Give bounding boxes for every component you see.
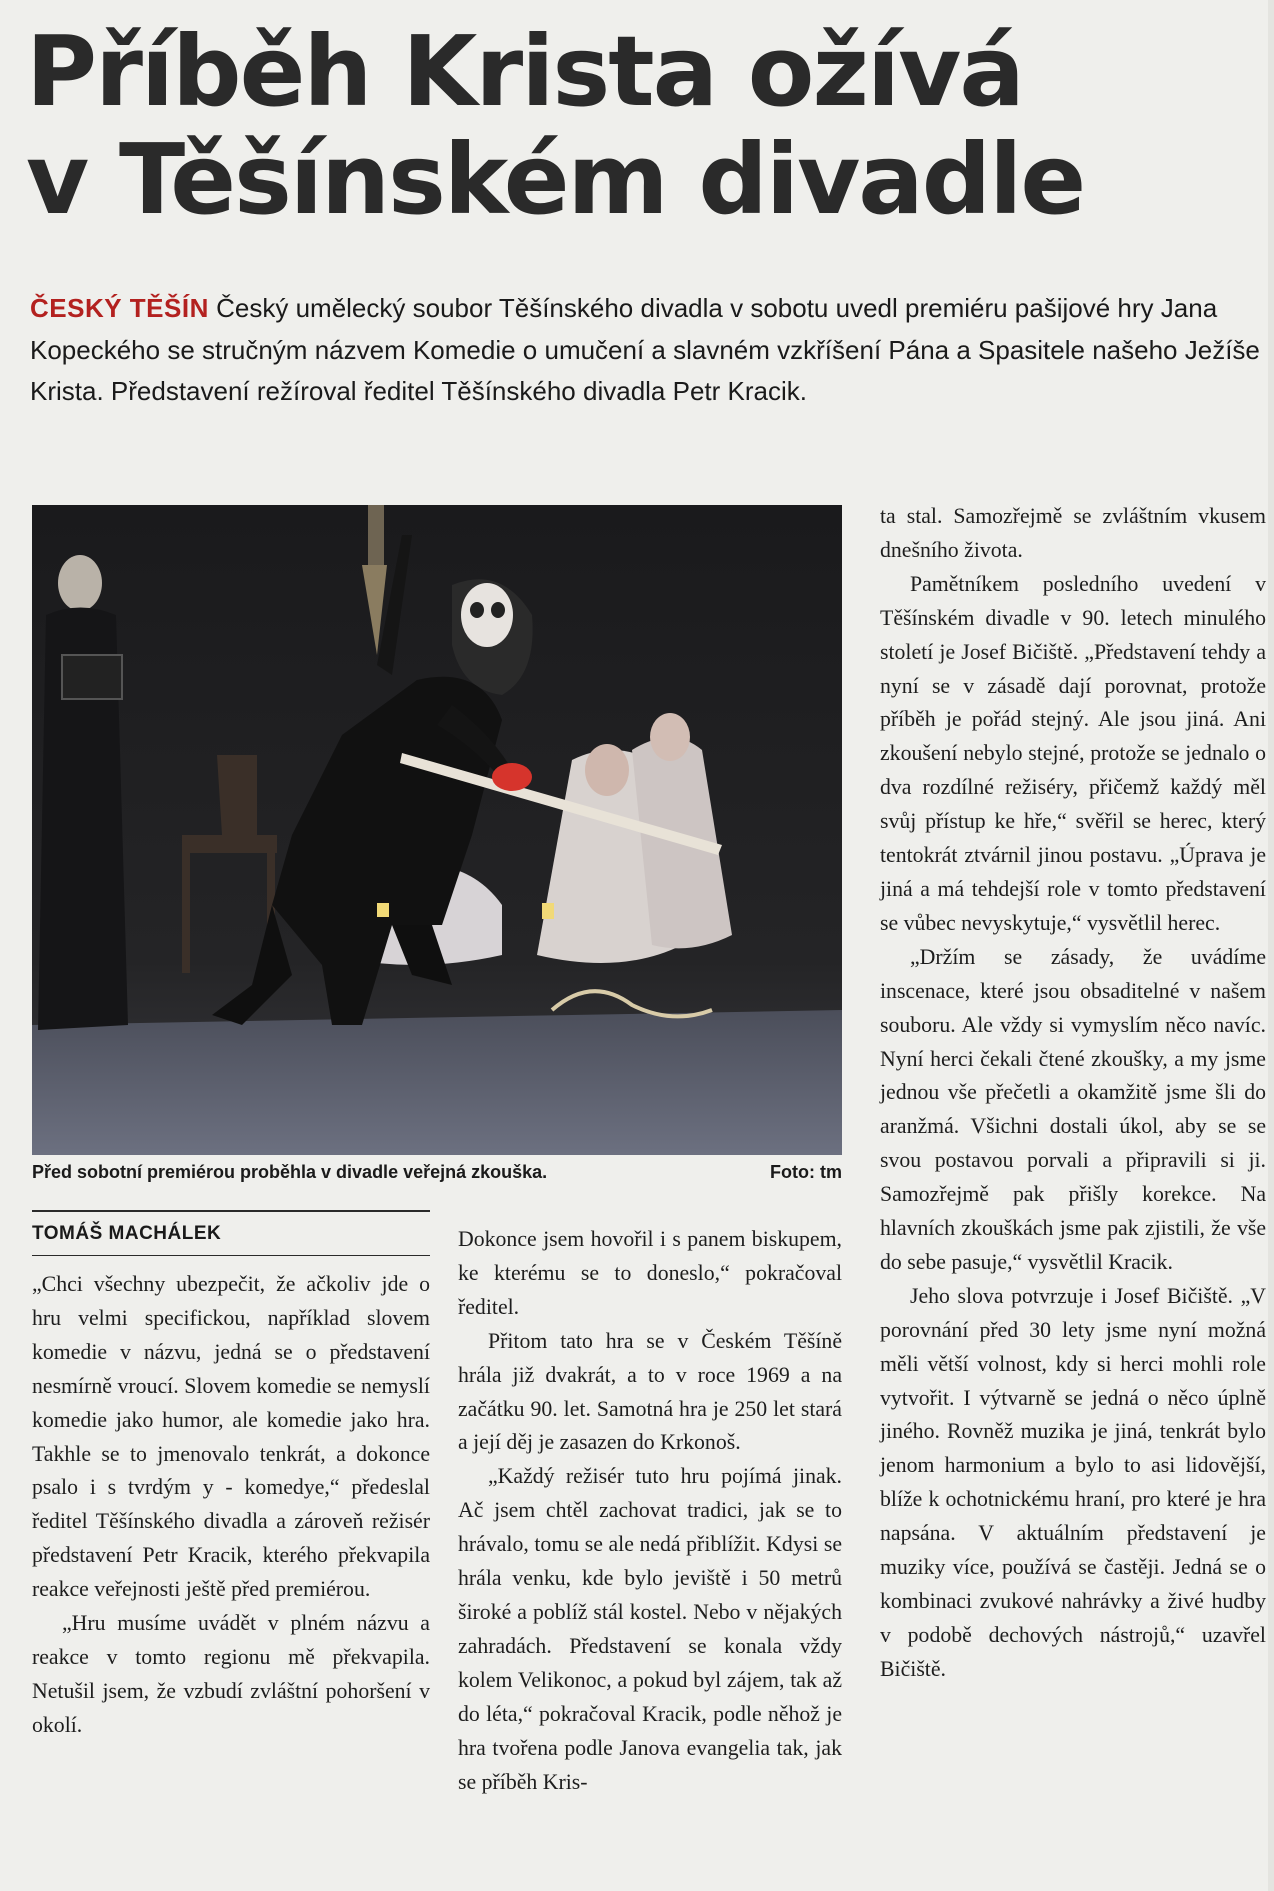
headline-line-1: Příběh Krista ožívá	[26, 15, 1023, 128]
photo-credit: Foto: tm	[770, 1162, 842, 1182]
article-headline	[26, 15, 1186, 236]
article-column-2	[458, 1223, 842, 1799]
article-column-1	[32, 1268, 430, 1743]
paragraph: Dokonce jsem hovořil i s panem biskupem, ke kterému se to doneslo,“ pokračoval ředitel.	[458, 1227, 842, 1319]
paragraph: „Chci všechny ubezpečit, že ačkoliv jde o hru velmi specifickou, například slovem komedie v názvu, jedná se o představení nesmírně vroucí. Slovem komedie se nemyslí komedie jako humor, ale komedie jako hra. Takhle se to jmenovalo tenkrát, a dokonce psalo i s tvrdým y - komedye,“ předeslal ředitel Těšínského divadla a zároveň režisér představení Petr Kracik, kterého překvapila reakce veřejnosti ještě před premiérou.	[32, 1272, 430, 1602]
paragraph: ta stal. Samozřejmě se zvláštním vkusem dnešního života.	[880, 504, 1266, 562]
paragraph: Pamětníkem posledního uvedení v Těšínském divadle v 90. letech minulého století je Josef Bičiště. „Představení tehdy a nyní se v zásadě dají porovnat, protože příběh je pořád stejný. Ale jsou jiná. Ani zkoušení nebylo stejné, protože se jednalo o dva rozdílné režiséry, přičemž každý měl svůj přístup ke hře,“ svěřil se herec, který tentokrát ztvárnil jinou postavu. „Úprava je jiná a má tehdejší role v tomto představení se vůbec nevyskytuje,“ vysvětlil herec.	[880, 571, 1266, 935]
photo-caption	[32, 1160, 842, 1184]
stage-photo	[32, 505, 842, 1155]
article-column-3	[880, 500, 1266, 1687]
paragraph: Jeho slova potvrzuje i Josef Bičiště. „V porovnání před 30 lety jsme nyní možná měli větší volnost, kdy si herci mohli role vytvořit. I výtvarně se jedná o něco úplně jiného. Rovněž muzika je jiná, tenkrát bylo jenom harmonium a bylo to asi lidovější, blíže k ochotnickému hraní, pro které je hra napsána. V aktuálním představení je muziky více, používá se častěji. Jedná se o kombinaci zvukové nahrávky a živé hudby v podobě dechových nástrojů,“ uzavřel Bičiště.	[880, 1283, 1266, 1681]
paragraph: Přitom tato hra se v Českém Těšíně hrála již dvakrát, a to v roce 1969 a na začátku 90. let. Samotná hra je 250 let stará a její děj je zasazen do Krkonoš.	[458, 1328, 842, 1455]
headline-line-2: v Těšínském divadle	[26, 123, 1085, 236]
author-byline: TOMÁŠ MACHÁLEK	[32, 1210, 430, 1256]
lead-text: Český umělecký soubor Těšínského divadla v sobotu uvedl premiéru pašijové hry Jana Kopeckého se stručným názvem Komedie o umučení a slavném vzkříšení Pána a Spasitele našeho Ježíše Krista. Představení režíroval ředitel Těšínského divadla Petr Kracik.	[30, 293, 1260, 406]
paragraph: „Hru musíme uvádět v plném názvu a reakce v tomto regionu mě překvapila. Netušil jsem, že vzbudí zvláštní pohoršení v okolí.	[32, 1611, 430, 1737]
dateline: ČESKÝ TĚŠÍN	[30, 293, 209, 323]
paragraph: „Každý režisér tuto hru pojímá jinak. Ač jsem chtěl zachovat tradici, jak se to hrávalo, tomu se ale nedá přiblížit. Kdysi se hrála venku, kde bylo jeviště i 50 metrů široké a poblíž stál kostel. Nebo v nějakých zahradách. Představení se konala vždy kolem Velikonoc, a pokud byl zájem, tak až do léta,“ pokračoval Kracik, podle něhož je hra tvořena podle Janova evangelia tak, jak se příběh Kris-	[458, 1464, 842, 1794]
paragraph: „Držím se zásady, že uvádíme inscenace, které jsou obsaditelné v našem souboru. Ale vždy si vymyslím něco navíc. Nyní herci čekali čtené zkoušky, a my jsme jednou vše přečetli a okamžitě jsme šli do aranžmá. Všichni dostali úkol, aby se se svou postavou porvali a připravili si ji. Samozřejmě pak přišly korekce. Na hlavních zkouškách jsme pak zjistili, že vše do sebe pasuje,“ vysvětlil Kracik.	[880, 944, 1266, 1274]
article-lead	[30, 288, 1270, 413]
caption-text: Před sobotní premiérou proběhla v divadle veřejná zkouška.	[32, 1162, 548, 1182]
stage-photo-image	[32, 505, 842, 1155]
page-edge	[1268, 0, 1274, 1891]
